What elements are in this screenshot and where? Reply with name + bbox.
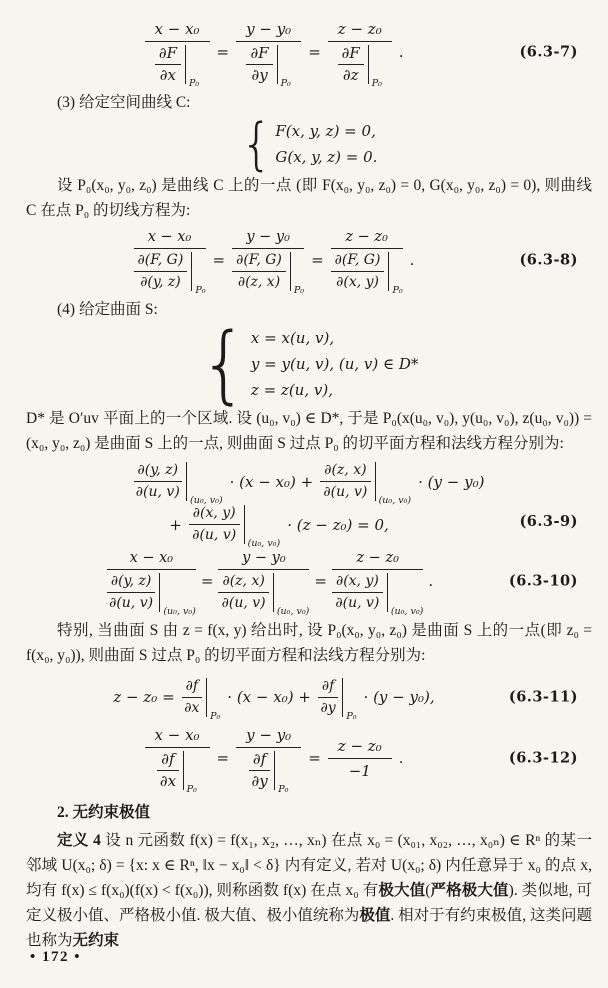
denominator: ∂(F, G) ∂(x, y) P₀ <box>331 249 403 291</box>
evaluation-bar: (u₀, v₀) <box>186 462 223 501</box>
evaluation-bar: P₀ <box>191 252 205 291</box>
denominator: ∂(F, G) ∂(z, x) P₀ <box>232 249 304 291</box>
system-line: G(x, y, z) = 0. <box>275 148 378 166</box>
denominator: ∂(y, z) ∂(u, v) (u₀, v₀) <box>107 570 196 612</box>
evaluation-bar: P₀ <box>274 751 288 790</box>
evaluation-bar: (u₀, v₀) <box>159 573 196 612</box>
numerator: y − y₀ <box>236 726 301 748</box>
fraction-term <box>107 550 196 617</box>
math-operator: · (x − x₀) + <box>229 472 314 491</box>
fraction-term <box>328 20 392 89</box>
definition-text: 设 n 元函数 f(x) = f(x₁, x₂, …, xₙ) 在点 x₀ = (x₀₁, x₀₂, …, x₀ₙ) ∈ Rⁿ 的某一邻域 U(x₀; δ) = {x: x ∈ Rⁿ, ‖x − x₀‖ < δ} 内有定义, 若对 U(x₀; δ) 内任意异于 x₀ 的点 x, 均有 f(x) ≤ f(x₀)(f(x) < f(x₀)), 则称函数 f(x) 在点 x₀ 有 <box>26 832 592 899</box>
equals-sign: = <box>216 749 230 767</box>
equals-sign: = <box>311 251 324 269</box>
system-line: x = x(u, v), <box>250 329 335 347</box>
evaluation-bar: (u₀, v₀) <box>387 573 424 612</box>
evaluation-bar: P₀ <box>277 45 291 84</box>
fraction-term <box>145 20 210 89</box>
numerator: z − z₀ <box>328 737 392 759</box>
evaluation-bar: P₀ <box>185 45 199 84</box>
fraction-term <box>328 737 392 780</box>
system-line: z = z(u, v), <box>250 381 333 399</box>
bold-term-maximum: 极大值 <box>378 882 426 899</box>
numerator: y − y₀ <box>236 20 301 42</box>
partial-term: ∂f ∂x P₀ <box>182 678 221 717</box>
bold-term-unconstrained: 无约束 <box>72 932 120 949</box>
equation-number: (6.3-7) <box>519 43 578 61</box>
equation-6-3-8 <box>26 229 592 296</box>
period: . <box>409 251 415 269</box>
denominator: ∂F ∂y P₀ <box>246 42 290 84</box>
denominator: ∂(F, G) ∂(y, z) P₀ <box>134 249 206 291</box>
evaluation-bar: (u₀, v₀) <box>375 462 412 501</box>
bold-term-strict-maximum: 严格极大值 <box>430 882 509 899</box>
fraction-term <box>145 726 210 795</box>
equation-number: (6.3-8) <box>519 251 578 269</box>
evaluation-bar: P₀ <box>206 678 220 717</box>
equation-6-3-10 <box>26 550 592 617</box>
surface-domain-paragraph: D* 是 O′uv 平面上的一个区域. 设 (u₀, v₀) ∈ D*, 于是 P₀(x(u₀, v₀), y(u₀, v₀), z(u₀, v₀)) = (x₀, y₀, z₀) 是曲面 S 上的一点, 则曲面 S 过点 P₀ 的切平面方程和法线方程分别为: <box>26 410 592 452</box>
numerator: z − z₀ <box>332 550 423 570</box>
equation-number: (6.3-10) <box>508 572 578 590</box>
fraction-term <box>332 550 424 617</box>
equals-sign: = <box>308 749 321 767</box>
equals-sign: = <box>212 251 226 269</box>
period: . <box>428 572 434 590</box>
numerator: x − x₀ <box>145 726 210 748</box>
left-brace: { <box>240 110 273 176</box>
system-line: y = y(u, v), (u, v) ∈ D* <box>250 355 419 373</box>
left-brace: { <box>199 313 248 414</box>
definition-label: 定义 4 <box>57 832 101 849</box>
equation-6-3-7 <box>26 20 592 89</box>
equals-sign: = <box>200 572 214 590</box>
definition-text: . 相对于有约束极值, 这类问题也称为 <box>26 907 592 949</box>
equation-6-3-12 <box>26 726 592 795</box>
fraction-term <box>236 726 301 795</box>
numerator: x − x₀ <box>134 229 206 249</box>
fraction-term <box>134 229 206 296</box>
evaluation-bar: P₀ <box>368 45 382 84</box>
equation-number: (6.3-11) <box>508 688 578 706</box>
jacobian-term: ∂(x, y) ∂(u, v) (u₀, v₀) <box>189 505 280 544</box>
surface-equation-system <box>26 313 592 414</box>
denominator: ∂(z, x) ∂(u, v) (u₀, v₀) <box>218 570 309 612</box>
equation-lead: z − z₀ = <box>113 688 175 706</box>
numerator: z − z₀ <box>328 20 392 42</box>
period: . <box>398 43 404 61</box>
item-3-heading: (3) 给定空间曲线 C: <box>57 94 191 111</box>
partial-term: ∂f ∂y P₀ <box>318 678 357 717</box>
numerator: z − z₀ <box>331 229 403 249</box>
period: . <box>398 749 404 767</box>
jacobian-term: ∂(y, z) ∂(u, v) (u₀, v₀) <box>134 462 223 501</box>
denominator: ∂(x, y) ∂(u, v) (u₀, v₀) <box>332 570 423 612</box>
numerator: y − y₀ <box>218 550 309 570</box>
curve-point-paragraph: 设 P₀(x₀, y₀, z₀) 是曲线 C 上的一点 (即 F(x₀, y₀, z₀) = 0, G(x₀, y₀, z₀) = 0), 则曲线 C 在点 P₀ 的切线方程为: <box>26 177 592 219</box>
jacobian-term: ∂(z, x) ∂(u, v) (u₀, v₀) <box>320 462 411 501</box>
denominator: ∂F ∂z P₀ <box>338 42 382 84</box>
system-line: F(x, y, z) = 0, <box>275 122 376 140</box>
equation-number: (6.3-9) <box>519 513 578 530</box>
equation-6-3-9 <box>26 462 592 549</box>
numerator: y − y₀ <box>232 229 304 249</box>
section-2-heading: 2. 无约束极值 <box>57 804 151 821</box>
item-4-heading: (4) 给定曲面 S: <box>57 301 158 318</box>
definition-text: ). 类似地, 可定义极小值、严格极小值. 极大值、极小值统称为 <box>26 882 592 924</box>
fraction-term <box>232 229 305 296</box>
evaluation-bar: P₀ <box>388 252 402 291</box>
plus-sign: + <box>169 515 182 534</box>
math-operator: · (x − x₀) + <box>227 688 311 706</box>
denominator: ∂f ∂x P₀ <box>157 748 197 790</box>
denominator: −1 <box>348 761 371 780</box>
curve-equation-system <box>26 110 592 176</box>
equals-sign: = <box>308 43 321 61</box>
bold-term-extremum: 极值 <box>359 907 391 924</box>
evaluation-bar: P₀ <box>290 252 304 291</box>
special-case-paragraph: 特别, 当曲面 S 由 z = f(x, y) 给出时, 设 P₀(x₀, y₀, z₀) 是曲面 S 上的一点(即 z₀ = f(x₀, y₀)), 则曲面 S 过点 P₀ 的切平面方程和法线方程分别为: <box>26 622 592 664</box>
evaluation-bar: P₀ <box>183 751 197 790</box>
math-operator: · (y − y₀), <box>363 688 435 706</box>
definition-4-paragraph: 定义 4 设 n 元函数 f(x) = f(x₁, x₂, …, xₙ) 在点 x₀ = (x₀₁, x₀₂, …, x₀ₙ) ∈ Rⁿ 的某一邻域 U(x₀; δ) = {x: x ∈ Rⁿ, ‖x − x₀‖ < δ} 内有定义, 若对 U(x₀; δ) 内任意异于 x₀ 的点 x, 均有 f(x) ≤ f(x₀)(f(x) < f(x₀)), 则称函数 f(x) 在点 x₀ 有极大值(严格极大值). 类似地, 可定义极小值、严格极小值. 极大值、极小值统称为极值. 相对于有约束极值, 这类问题也称为无约束 <box>26 832 592 949</box>
fraction-term <box>218 550 310 617</box>
equation-number: (6.3-12) <box>508 749 578 767</box>
equals-sign: = <box>314 572 327 590</box>
numerator: x − x₀ <box>107 550 196 570</box>
math-operator: · (z − z₀) = 0, <box>287 515 389 534</box>
evaluation-bar: (u₀, v₀) <box>244 505 281 544</box>
denominator: ∂f ∂y P₀ <box>249 748 289 790</box>
page-number: • 172 • <box>30 949 82 965</box>
equation-6-3-11 <box>26 674 592 720</box>
evaluation-bar: P₀ <box>342 678 356 717</box>
numerator: x − x₀ <box>145 20 210 42</box>
denominator: ∂F ∂x P₀ <box>155 42 199 84</box>
math-operator: · (y − y₀) <box>418 472 485 491</box>
equals-sign: = <box>216 43 230 61</box>
evaluation-bar: (u₀, v₀) <box>273 573 310 612</box>
fraction-term <box>236 20 301 89</box>
fraction-term <box>331 229 403 296</box>
